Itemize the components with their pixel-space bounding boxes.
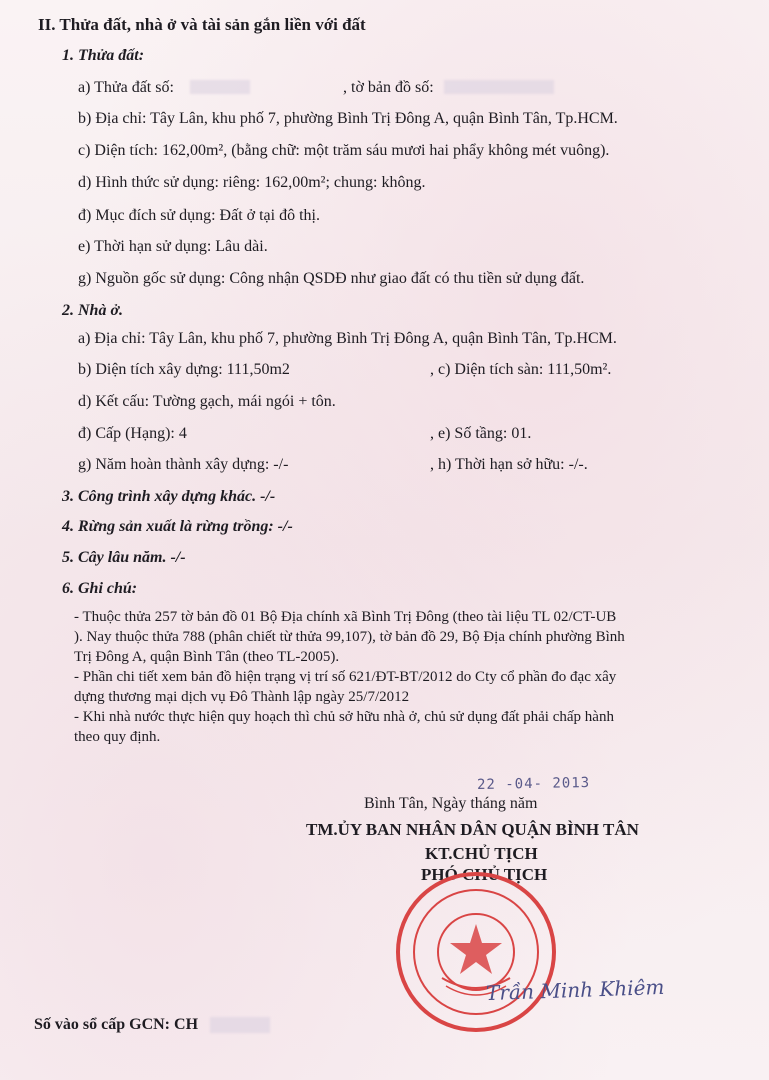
house-floors: , e) Số tầng: 01. [430, 425, 532, 442]
land-purpose: đ) Mục đích sử dụng: Đất ở tại đô thị. [78, 207, 320, 224]
notes-heading: 6. Ghi chú: [62, 580, 138, 597]
note-line: dựng thương mại dịch vụ Đô Thành lập ngày 25/7/2012 [74, 689, 410, 705]
authority: TM.ỦY BAN NHÂN DÂN QUẬN BÌNH TÂN [306, 820, 639, 839]
land-term: e) Thời hạn sử dụng: Lâu dài. [78, 238, 268, 255]
land-address: b) Địa chỉ: Tây Lân, khu phố 7, phường Bình Trị Đông A, quận Bình Tân, Tp.HCM. [78, 110, 618, 127]
note-line: theo quy định. [74, 729, 161, 745]
land-origin: g) Nguồn gốc sử dụng: Công nhận QSDĐ như giao đất có thu tiền sử dụng đất. [78, 270, 585, 287]
land-usage-form: d) Hình thức sử dụng: riêng: 162,00m²; chung: không. [78, 174, 426, 191]
date-stamp: 22 -04- 2013 [476, 775, 591, 793]
note-line: - Phần chi tiết xem bản đồ hiện trạng vị trí số 621/ĐT-BT/2012 do Cty cổ phần đo đạc xây [74, 669, 617, 685]
redacted-register [210, 1017, 270, 1033]
house-completion: g) Năm hoàn thành xây dựng: -/- [78, 456, 289, 473]
note-line: ). Nay thuộc thửa 788 (phân chiết từ thửa 99,107), tờ bản đồ 29, Bộ Địa chính phường Bình [74, 629, 625, 645]
official-seal [392, 865, 560, 1036]
land-map-sheet: , tờ bản đồ số: [343, 79, 434, 96]
land-plot-number: a) Thửa đất số: [78, 79, 174, 96]
house-grade: đ) Cấp (Hạng): 4 [78, 425, 187, 442]
perennial-trees: 5. Cây lâu năm. -/- [62, 549, 186, 566]
land-heading: 1. Thửa đất: [62, 47, 145, 64]
note-line: Trị Đông A, quận Bình Tân (theo TL-2005). [74, 649, 340, 665]
house-floor-area: , c) Diện tích sàn: 111,50m². [430, 361, 612, 378]
redacted-plot-number [190, 80, 250, 94]
house-built-area: b) Diện tích xây dựng: 111,50m2 [78, 361, 290, 378]
other-construction: 3. Công trình xây dựng khác. -/- [62, 488, 276, 505]
house-ownership-term: , h) Thời hạn sở hữu: -/-. [430, 456, 588, 473]
on-behalf-title: KT.CHỦ TỊCH [425, 844, 538, 863]
place-date: Bình Tân, Ngày tháng năm [364, 795, 538, 812]
land-area: c) Diện tích: 162,00m², (bằng chữ: một trăm sáu mươi hai phẩy không mét vuông). [78, 142, 610, 159]
note-line: - Khi nhà nước thực hiện quy hoạch thì chủ sở hữu nhà ở, chủ sử dụng đất phải chấp hành [74, 709, 614, 725]
house-heading: 2. Nhà ở. [62, 302, 124, 319]
section-heading: II. Thửa đất, nhà ở và tài sản gắn liền với đất [38, 15, 366, 34]
house-address: a) Địa chỉ: Tây Lân, khu phố 7, phường Bình Trị Đông A, quận Bình Tân, Tp.HCM. [78, 330, 617, 347]
signer-signature: Trần Minh Khiêm [485, 974, 665, 1006]
note-line: - Thuộc thửa 257 tờ bản đồ 01 Bộ Địa chính xã Bình Trị Đông (theo tài liệu TL 02/CT-UB [74, 609, 617, 625]
forest: 4. Rừng sản xuất là rừng trồng: -/- [62, 518, 293, 535]
position-title: PHÓ CHỦ TỊCH [421, 865, 548, 884]
redacted-map-sheet [444, 80, 554, 94]
certificate-register: Số vào sổ cấp GCN: CH [34, 1016, 199, 1033]
house-structure: d) Kết cấu: Tường gạch, mái ngói + tôn. [78, 393, 336, 410]
